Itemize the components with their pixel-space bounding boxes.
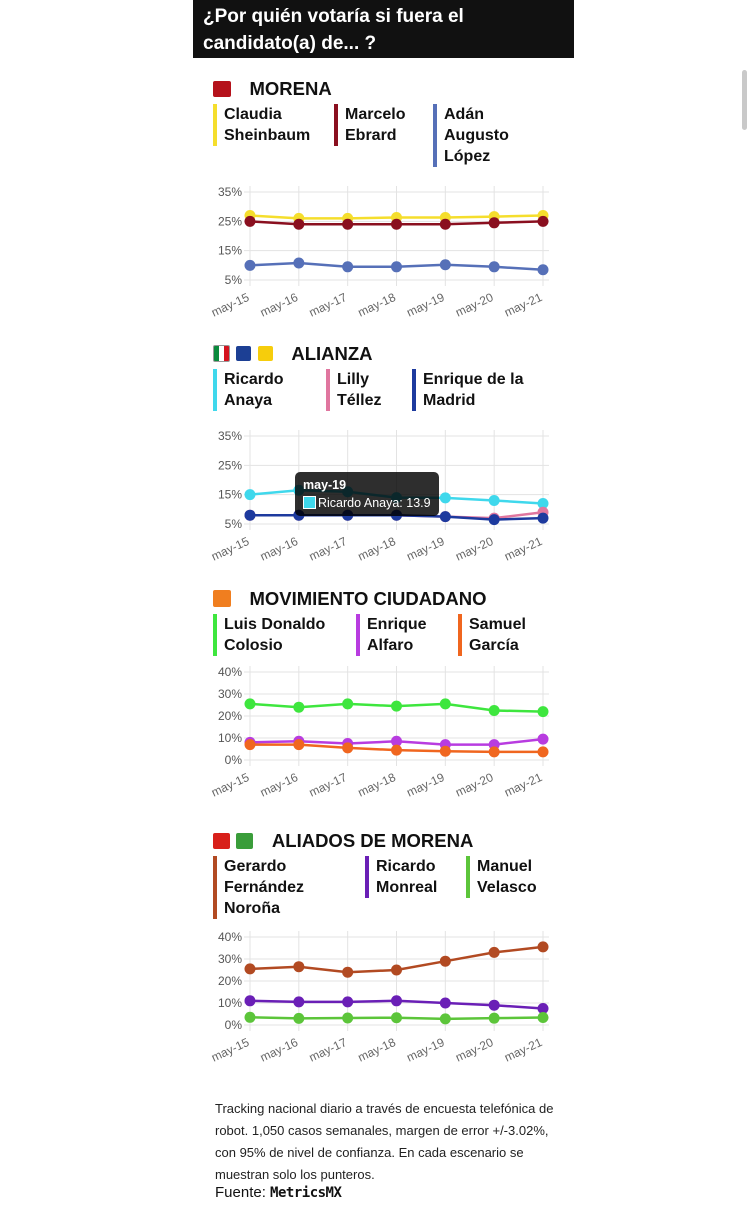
x-tick-label: may-18 xyxy=(355,534,398,564)
y-tick-label: 40% xyxy=(217,665,242,679)
tooltip-title: may-19 xyxy=(303,478,347,492)
data-point xyxy=(245,995,256,1006)
page-header xyxy=(193,0,574,58)
x-tick-label: may-21 xyxy=(502,290,545,320)
metricsmx-logo: MetricsMX xyxy=(270,1185,342,1201)
data-point xyxy=(342,967,353,978)
y-tick-label: 20% xyxy=(217,974,242,988)
x-tick-label: may-19 xyxy=(404,1035,447,1065)
pan-logo xyxy=(236,346,251,361)
y-tick-label: 40% xyxy=(217,930,242,944)
data-point xyxy=(342,996,353,1007)
data-point xyxy=(440,511,451,522)
section-title-row xyxy=(213,343,373,367)
y-tick-label: 10% xyxy=(217,996,242,1010)
legend-item[interactable]: Ricardo Anaya xyxy=(213,369,314,411)
data-point xyxy=(538,706,549,717)
x-tick-label: may-15 xyxy=(209,770,252,800)
data-point xyxy=(538,941,549,952)
data-point xyxy=(391,1012,402,1023)
x-tick-label: may-20 xyxy=(453,770,496,800)
legend-item[interactable]: Samuel García xyxy=(458,614,544,656)
data-point xyxy=(391,745,402,756)
y-tick-label: 5% xyxy=(224,273,242,287)
data-point xyxy=(391,995,402,1006)
data-point xyxy=(245,489,256,500)
scrollbar[interactable] xyxy=(742,70,747,130)
y-tick-label: 15% xyxy=(217,487,242,502)
data-point xyxy=(245,739,256,750)
legend-item[interactable]: Enrique Alfaro xyxy=(356,614,437,656)
legend-item[interactable]: Gerardo Fernández Noroña xyxy=(213,856,334,919)
x-tick-label: may-16 xyxy=(257,534,301,564)
legend-item[interactable]: Enrique de la Madrid xyxy=(412,369,548,411)
logo-group xyxy=(213,345,273,363)
mc-logo xyxy=(213,590,231,607)
data-point xyxy=(391,701,402,712)
y-tick-label: 30% xyxy=(217,952,242,966)
x-tick-label: may-20 xyxy=(453,290,496,320)
section-movimiento-ciudadano xyxy=(193,588,574,818)
x-tick-label: may-20 xyxy=(453,534,496,564)
x-tick-label: may-17 xyxy=(306,534,349,564)
x-tick-label: may-21 xyxy=(502,1035,545,1065)
data-point xyxy=(489,746,500,757)
data-point xyxy=(489,514,500,525)
data-point xyxy=(293,1013,304,1024)
x-tick-label: may-18 xyxy=(355,1035,398,1065)
pvem-logo xyxy=(236,833,253,849)
data-point xyxy=(391,965,402,976)
legend-item[interactable]: Marcelo Ebrard xyxy=(334,104,420,146)
data-point xyxy=(342,1012,353,1023)
section-title: MOVIMIENTO CIUDADANO xyxy=(249,588,487,609)
section-title: MORENA xyxy=(249,78,332,99)
data-point xyxy=(293,996,304,1007)
section-morena xyxy=(193,78,574,328)
y-tick-label: 5% xyxy=(224,517,242,531)
data-point xyxy=(342,261,353,272)
tooltip-row xyxy=(303,496,431,510)
x-tick-label: may-15 xyxy=(209,1035,252,1065)
section-title-row xyxy=(213,588,487,612)
data-point xyxy=(440,259,451,270)
page-title-line1: ¿Por quién votaría si fuera el xyxy=(203,6,464,27)
y-tick-label: 0% xyxy=(224,753,242,767)
x-tick-label: may-19 xyxy=(404,534,447,564)
x-tick-label: may-21 xyxy=(502,770,545,800)
data-point xyxy=(489,217,500,228)
data-point xyxy=(538,513,549,524)
data-point xyxy=(293,257,304,268)
legend-item[interactable]: Luis Donaldo Colosio xyxy=(213,614,339,656)
legend-item[interactable]: Claudia Sheinbaum xyxy=(213,104,324,146)
data-point xyxy=(293,702,304,713)
legend-item[interactable]: Adán Augusto López xyxy=(433,104,524,167)
logo-group xyxy=(213,80,231,98)
data-point xyxy=(538,1012,549,1023)
chart-tooltip xyxy=(295,472,439,516)
y-tick-label: 25% xyxy=(217,458,242,473)
prd-logo xyxy=(258,346,273,361)
source-label: Fuente: xyxy=(215,1184,266,1201)
y-tick-label: 35% xyxy=(217,185,242,199)
y-tick-label: 30% xyxy=(217,687,242,701)
section-title: ALIANZA xyxy=(291,343,373,364)
x-tick-label: may-18 xyxy=(355,290,398,320)
x-tick-label: may-15 xyxy=(209,534,252,564)
data-point xyxy=(440,956,451,967)
section-title-row xyxy=(213,830,473,854)
legend-item[interactable]: Ricardo Monreal xyxy=(365,856,451,898)
data-point xyxy=(293,961,304,972)
morena-logo xyxy=(213,81,231,97)
data-point xyxy=(245,698,256,709)
data-point xyxy=(245,260,256,271)
footnote: Tracking nacional diario a través de encuesta telefónica de robot. 1,050 casos semanales, margen de error +/-3.02%, con 95% de nivel de confianza. En cada escenario se muestran solo los punteros. xyxy=(215,1101,554,1182)
y-tick-label: 20% xyxy=(217,709,242,723)
x-tick-label: may-16 xyxy=(257,770,301,800)
data-point xyxy=(489,495,500,506)
data-point xyxy=(245,1012,256,1023)
x-tick-label: may-21 xyxy=(502,534,545,564)
y-tick-label: 35% xyxy=(217,429,242,443)
y-tick-label: 0% xyxy=(224,1018,242,1032)
data-point xyxy=(440,746,451,757)
x-tick-label: may-17 xyxy=(306,1035,349,1065)
data-point xyxy=(245,510,256,521)
data-point xyxy=(391,261,402,272)
data-point xyxy=(440,1013,451,1024)
data-point xyxy=(440,698,451,709)
data-point xyxy=(245,216,256,227)
data-point xyxy=(538,734,549,745)
x-tick-label: may-19 xyxy=(404,770,447,800)
x-tick-label: may-16 xyxy=(257,1035,301,1065)
data-point xyxy=(538,746,549,757)
line-chart xyxy=(193,925,574,1075)
x-tick-label: may-17 xyxy=(306,770,349,800)
section-alianza xyxy=(193,343,574,583)
x-tick-label: may-18 xyxy=(355,770,398,800)
tooltip-swatch xyxy=(303,496,316,509)
data-point xyxy=(440,219,451,230)
y-tick-label: 15% xyxy=(217,243,242,258)
data-point xyxy=(489,705,500,716)
section-title: ALIADOS DE MORENA xyxy=(271,830,474,851)
y-tick-label: 25% xyxy=(217,214,242,229)
data-point xyxy=(342,742,353,753)
legend-item[interactable]: Manuel Velasco xyxy=(466,856,557,898)
data-point xyxy=(440,998,451,1009)
tooltip-value: Ricardo Anaya: 13.9 xyxy=(318,496,431,510)
data-point xyxy=(245,963,256,974)
data-point xyxy=(293,739,304,750)
data-point xyxy=(489,1000,500,1011)
x-tick-label: may-15 xyxy=(209,290,252,320)
page-title-line2: candidato(a) de... ? xyxy=(203,33,377,54)
pt-logo xyxy=(213,833,230,849)
x-tick-label: may-17 xyxy=(306,290,349,320)
section-title-row xyxy=(213,78,332,102)
legend-item[interactable]: Lilly Téllez xyxy=(326,369,397,411)
section-aliados-de-morena xyxy=(193,830,574,1090)
logo-group xyxy=(213,590,231,608)
data-point xyxy=(391,219,402,230)
x-tick-label: may-19 xyxy=(404,290,447,320)
line-chart xyxy=(193,180,574,330)
source xyxy=(215,1184,341,1201)
data-point xyxy=(489,261,500,272)
x-tick-label: may-20 xyxy=(453,1035,496,1065)
y-tick-label: 10% xyxy=(217,731,242,745)
logo-group xyxy=(213,832,253,850)
line-chart xyxy=(193,660,574,810)
data-point xyxy=(293,219,304,230)
data-point xyxy=(342,219,353,230)
data-point xyxy=(489,947,500,958)
data-point xyxy=(538,264,549,275)
data-point xyxy=(342,698,353,709)
data-point xyxy=(489,1013,500,1024)
data-point xyxy=(440,492,451,503)
pri-logo xyxy=(213,345,230,362)
data-point xyxy=(538,216,549,227)
x-tick-label: may-16 xyxy=(257,290,301,320)
